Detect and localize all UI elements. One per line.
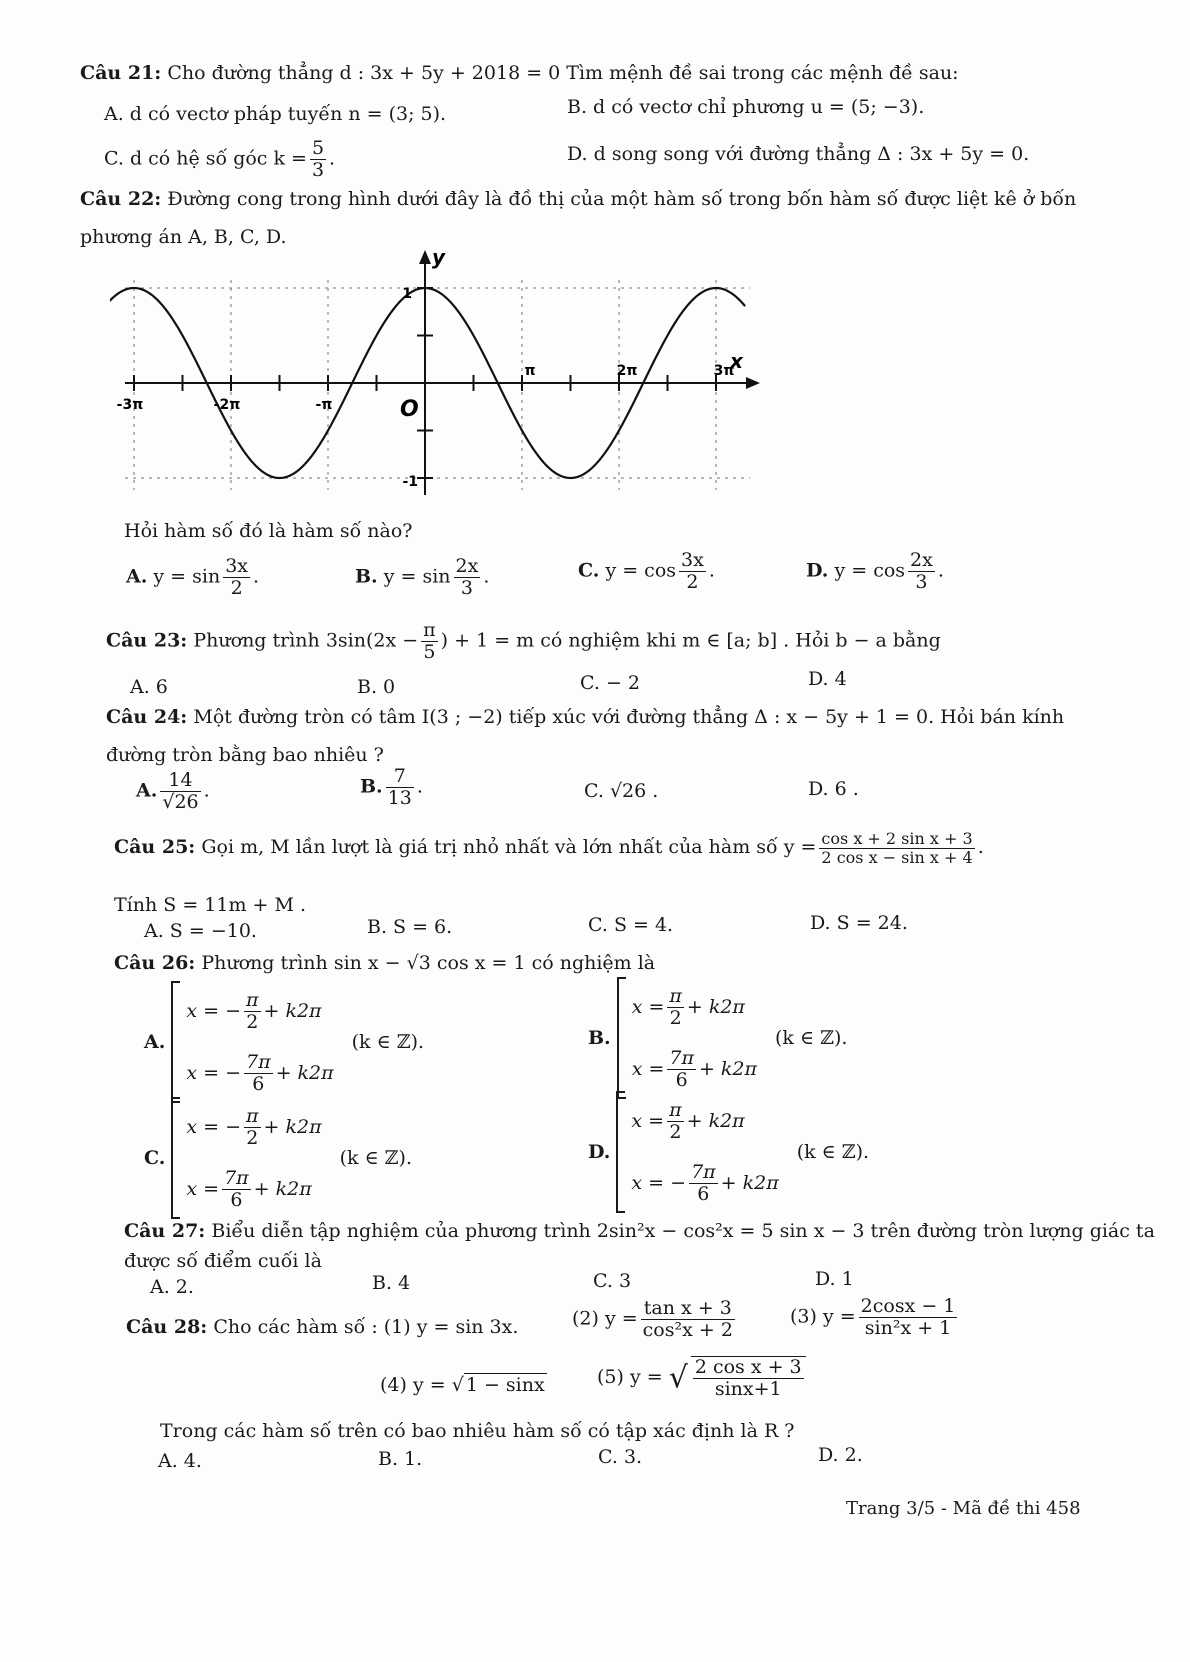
q26-r2-tail: + k2π [253, 1178, 312, 1200]
y-tick-label-minus1: -1 [402, 474, 418, 490]
q22-option-num: 2x [910, 549, 933, 571]
y-axis-arrow [419, 250, 431, 264]
q22-option-letter: B. [355, 565, 378, 588]
x-axis-label: x [730, 349, 743, 373]
q22-option-fraction [454, 556, 481, 599]
q26-r1-fraction [244, 990, 261, 1033]
q26-r2-sign: x = − [186, 1062, 241, 1084]
q22-option-c: C. y = cos $\frac{3x}{2}$ . [578, 549, 715, 593]
q28-f5-fraction [691, 1356, 806, 1400]
q22-option-pre: y = sin [153, 565, 221, 588]
q22-option-letter: C. [578, 559, 600, 582]
q23-option-d: D. 4 [808, 668, 847, 690]
q28-label: Câu 28: [126, 1316, 208, 1338]
q26-r1-num: π [246, 988, 259, 1011]
q26-r2-sign: x = − [631, 1172, 687, 1194]
q23-label: Câu 23: [106, 629, 188, 652]
q28-f4: (4) y = √ 1 − sinx [380, 1374, 545, 1396]
q26-r1-den: 2 [669, 1006, 682, 1029]
q27-option-c: C. 3 [593, 1270, 632, 1292]
q26-r1-num: π [246, 1104, 259, 1127]
q26-row-2 [631, 1152, 778, 1214]
q25-frac-num: cos x + 2 sin x + 3 [821, 829, 973, 848]
q26-option-letter: B. [588, 1027, 611, 1049]
q22-label: Câu 22: [80, 188, 162, 210]
q28-f3 [790, 1296, 960, 1339]
q28-option-d: D. 2. [818, 1444, 863, 1466]
q22-question: Hỏi hàm số đó là hàm số nào? [124, 520, 413, 542]
q26-r1-sign: x = [631, 1110, 665, 1132]
page-footer: Trang 3/5 - Mã đề thi 458 [846, 1498, 1081, 1519]
q26-row-1 [632, 976, 757, 1038]
q28-f4-pre: (4) y = [380, 1374, 446, 1396]
q24-a-den: √26 [162, 790, 199, 813]
q26-option-c [144, 1096, 412, 1220]
q25-label: Câu 25: [114, 836, 196, 859]
q26-r2-fraction [222, 1168, 251, 1211]
q26-r2-den: 6 [675, 1068, 688, 1091]
q26-r1-tail: + k2π [263, 1000, 322, 1022]
q25-stem-line: Câu 25: Gọi m, M lần lượt là giá trị nhỏ nhất và lớn nhất của hàm số y = $\frac{\text{cos x + 2 sin x + 3}}{\text{2 cos x − sin x + 4}}$ . [114, 829, 984, 867]
q23-fraction [421, 620, 438, 663]
q23-option-a: A. 6 [130, 676, 168, 698]
q22-stem-1: Đường cong trong hình dưới đây là đồ thị của một hàm số trong bốn hàm số được liệt kê ở bốn [167, 188, 1077, 210]
q22-option-letter: A. [126, 565, 148, 588]
q22-option-fraction [908, 550, 935, 593]
q26-row-1 [631, 1090, 778, 1152]
q26-row-1 [186, 1096, 321, 1158]
q26-r1-sign: x = − [186, 1116, 242, 1138]
q28-f5-den: sinx+1 [714, 1377, 782, 1400]
q22-option-pre: y = sin [383, 565, 451, 588]
x-axis-arrow [746, 377, 760, 389]
q28-f5-pre: (5) y = [597, 1365, 663, 1388]
origin-label: O [400, 397, 419, 422]
q28-f5: (5) y = √ $\frac{\text{2 cos x + 3}}{\sin x+1}$ [597, 1356, 809, 1400]
q22-option-den: 2 [230, 576, 243, 599]
q26-row-2 [186, 1158, 321, 1220]
q21-option-a: A. d có vectơ pháp tuyến n = (3; 5). [104, 103, 447, 125]
q24-stem-1: Một đường tròn có tâm I(3 ; −2) tiếp xúc với đường thẳng Δ : x − 5y + 1 = 0. Hỏi bán kính [193, 706, 1065, 728]
q28-f5-num: 2 cos x + 3 [694, 1356, 802, 1378]
q24-b-num: 7 [386, 766, 414, 788]
q21-option-b: B. d có vectơ chỉ phương u = (5; −3). [567, 96, 925, 118]
q26-r1-sign: x = − [186, 1000, 241, 1022]
q21-c-den: 3 [311, 158, 325, 181]
q24-stem-line1 [106, 706, 1064, 728]
q27-stem-line1 [124, 1220, 1155, 1242]
y-tick-label-1: 1 [402, 286, 412, 302]
q27-option-a: A. 2. [150, 1276, 194, 1298]
q26-r2-tail: + k2π [720, 1172, 779, 1194]
q25-option-c: C. S = 4. [588, 914, 674, 936]
q27-option-d: D. 1 [815, 1268, 854, 1290]
x-tick-label: -2π [213, 397, 241, 413]
q26-r1-tail: + k2π [686, 996, 745, 1018]
q25-option-a: A. S = −10. [144, 920, 257, 942]
q28-f2-num: tan x + 3 [641, 1298, 735, 1320]
q28-f4-radicand: 1 − sinx [465, 1374, 545, 1396]
q23-stem-line [106, 620, 941, 663]
q26-r2-num: 7π [669, 1046, 694, 1069]
q25-compute: Tính S = 11m + M . [114, 894, 307, 916]
q26-stem-line [114, 952, 655, 974]
q26-r1-num: π [669, 984, 682, 1007]
q22-stem-2: phương án A, B, C, D. [80, 226, 287, 248]
q28-stem: Cho các hàm số : (1) y = sin 3x. [213, 1316, 519, 1338]
q26-r1-tail: + k2π [686, 1110, 745, 1132]
q26-stem: Phương trình sin x − √3 cos x = 1 có nghiệm là [201, 952, 656, 974]
q28-stem-line [126, 1316, 518, 1338]
q26-r1-num: π [669, 1098, 682, 1121]
q24-label: Câu 24: [106, 706, 188, 728]
q25-fraction [819, 830, 974, 866]
q26-r2-num: 7π [246, 1050, 271, 1073]
q25-option-d: D. S = 24. [810, 912, 908, 934]
y-axis-label: y [432, 245, 446, 269]
q23-stem-post: ) + 1 = m có nghiệm khi m ∈ [a; b] . Hỏi b − a bằng [440, 629, 941, 652]
q28-f3-num: 2cosx − 1 [860, 1295, 956, 1317]
q24-a-fraction [160, 770, 200, 813]
q24-option-b: B. $\frac{7}{13}$ . [360, 765, 423, 809]
q26-r2-fraction [689, 1162, 718, 1205]
x-tick-label: -3π [116, 397, 144, 413]
q24-a-num: 14 [160, 770, 200, 792]
q28-f3-fraction [859, 1296, 958, 1339]
q28-f3-pre: (3) y = [790, 1305, 856, 1328]
q26-r1-fraction [667, 986, 684, 1029]
q28-f2-pre: (2) y = [572, 1307, 638, 1330]
q26-row-1 [186, 980, 333, 1042]
q21-c-num: 5 [311, 137, 325, 159]
q26-option-letter: A. [144, 1031, 166, 1053]
q24-option-d: D. 6 . [808, 778, 859, 800]
x-tick-label: 2π [616, 363, 638, 379]
q28-f2 [572, 1298, 738, 1341]
q21-option-c-fraction [310, 138, 326, 181]
q22-option-num: 3x [681, 549, 704, 571]
q28-question: Trong các hàm số trên có bao nhiêu hàm số có tập xác định là R ? [160, 1420, 795, 1442]
q26-r2-fraction [667, 1048, 696, 1091]
q21-option-c: C. d có hệ số góc k = $\frac{5}{3}$ . [104, 137, 336, 181]
x-tick-label: π [524, 363, 536, 379]
q26-r2-sign: x = [631, 1058, 665, 1080]
q23-option-b: B. 0 [357, 676, 396, 698]
q26-r2-den: 6 [697, 1182, 710, 1205]
q26-option-b [588, 976, 847, 1100]
q26-r1-den: 2 [246, 1010, 259, 1033]
q26-option-letter: D. [588, 1141, 611, 1163]
graph-grid [125, 280, 750, 490]
q25-frac-den: 2 cos x − sin x + 4 [821, 847, 973, 867]
q28-option-a: A. 4. [158, 1450, 202, 1472]
q26-r1-den: 2 [246, 1126, 259, 1149]
q26-r1-den: 2 [669, 1120, 682, 1143]
q26-bracket [171, 981, 180, 1103]
q26-r2-tail: + k2π [275, 1062, 334, 1084]
q26-r2-den: 6 [252, 1072, 265, 1095]
q22-option-num: 2x [455, 555, 479, 577]
q21-stem: Cho đường thẳng d : 3x + 5y + 2018 = 0 Tìm mệnh đề sai trong các mệnh đề sau: [167, 62, 959, 84]
q22-option-fraction [679, 550, 706, 593]
q26-r1-sign: x = [631, 996, 665, 1018]
q26-system [631, 1090, 778, 1214]
q25-option-b: B. S = 6. [367, 916, 453, 938]
q22-option-pre: y = cos [605, 559, 677, 582]
q21-stem-line [80, 62, 959, 84]
x-tick-label: -π [315, 397, 333, 413]
q26-bracket [616, 1091, 625, 1213]
q22-option-a: A. y = sin $\frac{3x}{2}$ . [126, 555, 260, 599]
q28-f3-den: sin²x + 1 [864, 1316, 952, 1339]
q22-option-den: 2 [686, 570, 699, 593]
q26-r2-tail: + k2π [698, 1058, 758, 1080]
q22-option-pre: y = cos [834, 559, 906, 582]
q26-system [186, 1096, 321, 1220]
q22-graph [110, 240, 770, 502]
q23-frac-den: 5 [423, 640, 436, 663]
q24-option-c: C. √26 . [584, 780, 659, 802]
q28-option-c: C. 3. [598, 1446, 643, 1468]
q22-option-d: D. y = cos $\frac{2x}{3}$ . [806, 549, 944, 593]
q25-stem: Gọi m, M lần lượt là giá trị nhỏ nhất và lớn nhất của hàm số y = [201, 836, 817, 859]
q26-r2-sign: x = [186, 1178, 220, 1200]
q28-option-b: B. 1. [378, 1448, 423, 1470]
q26-k-text: (k ∈ ℤ). [339, 1147, 413, 1169]
x-tick-label: 3π [713, 363, 735, 379]
q21-label: Câu 21: [80, 62, 162, 84]
q26-option-letter: C. [144, 1147, 166, 1169]
q26-r2-den: 6 [230, 1188, 243, 1211]
q23-stem-pre: Phương trình 3sin(2x − [193, 629, 419, 652]
q28-f2-den: cos²x + 2 [642, 1318, 733, 1341]
q27-label: Câu 27: [124, 1220, 206, 1242]
q26-label: Câu 26: [114, 952, 196, 974]
q26-bracket [617, 977, 626, 1099]
q22-option-letter: D. [806, 559, 829, 582]
q26-r2-num: 7π [224, 1166, 249, 1189]
q27-stem-2: được số điểm cuối là [124, 1250, 322, 1272]
q26-bracket [171, 1097, 180, 1219]
q26-r1-fraction [244, 1106, 261, 1149]
q24-stem-2: đường tròn bằng bao nhiêu ? [106, 744, 384, 766]
q26-option-d [588, 1090, 869, 1214]
q22-option-fraction [223, 556, 250, 599]
q26-k-text: (k ∈ ℤ). [351, 1031, 425, 1053]
q26-option-a [144, 980, 424, 1104]
q24-b-fraction [386, 766, 414, 809]
q24-option-a: A. $\frac{14}{√26}$ . [136, 769, 210, 813]
q24-b-den: 13 [387, 786, 412, 809]
q26-r1-tail: + k2π [263, 1116, 322, 1138]
q27-stem-1: Biểu diễn tập nghiệm của phương trình 2sin²x − cos²x = 5 sin x − 3 trên đường tròn lượng giác ta [211, 1220, 1155, 1242]
q22-option-den: 3 [915, 570, 928, 593]
q26-row-2 [186, 1042, 333, 1104]
q26-r2-fraction [244, 1052, 273, 1095]
q28-f2-fraction [641, 1298, 735, 1341]
q24-a-letter: A. [136, 779, 158, 802]
q23-frac-num: π [423, 619, 436, 641]
q26-r1-fraction [667, 1100, 684, 1143]
q26-k-text: (k ∈ ℤ). [775, 1027, 848, 1049]
q24-b-letter: B. [360, 775, 383, 798]
q27-option-b: B. 4 [372, 1272, 411, 1294]
q22-option-den: 3 [460, 576, 473, 599]
q26-k-text: (k ∈ ℤ). [796, 1141, 870, 1163]
q21-option-c-text: C. d có hệ số góc k = [104, 147, 307, 170]
q26-system [186, 980, 333, 1104]
q22-option-b: B. y = sin $\frac{2x}{3}$ . [355, 555, 490, 599]
q21-option-d: D. d song song với đường thẳng Δ : 3x + 5y = 0. [567, 143, 1030, 165]
q23-option-c: C. − 2 [580, 672, 640, 694]
q26-r2-num: 7π [691, 1160, 716, 1183]
q22-option-num: 3x [225, 555, 249, 577]
q26-system [632, 976, 757, 1100]
q22-stem-line1 [80, 188, 1076, 210]
